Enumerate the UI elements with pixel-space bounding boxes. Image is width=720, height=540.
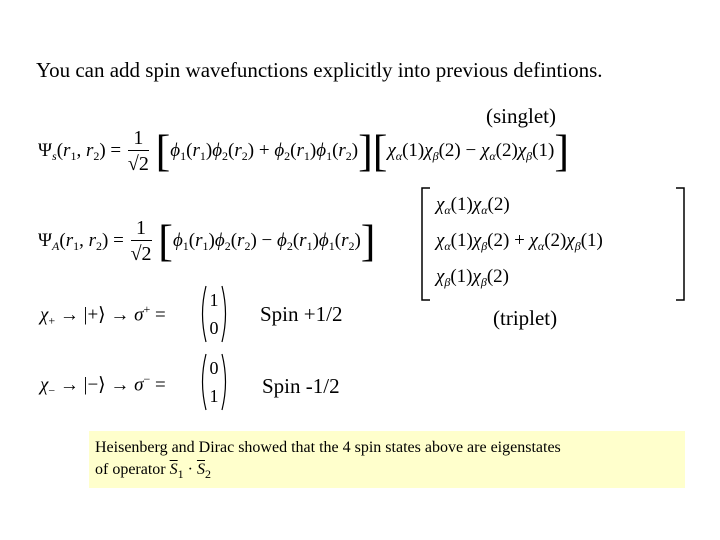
s1-dot-s2-operator: $\overline{S}_1 \cdot \overline{S}_2$ [169,461,211,481]
one-over-root-two: $\frac{1}{√2}$ [130,217,152,265]
chi-minus-equation: $\chi_-$ → |−⟩ → σ− = [40,372,166,398]
singlet-label: (singlet) [486,104,556,128]
chi-plus-equation: $\chi_+$ → |+⟩ → σ+ = [40,302,166,328]
triplet-label: (triplet) [493,306,558,330]
triplet-row-2: $\chi_\alpha(1)\chi_\beta(2) + \chi_\alpha(2)\chi_\beta(1)$ [436,230,603,253]
slide-title: You can add spin wavefunctions explicitly into previous defintions. [36,58,603,82]
spin-minus-label: Spin -1/2 [262,374,340,398]
note-line-2-text: of operator [95,461,166,478]
triplet-row-1: $\chi_\alpha(1)\chi_\alpha(2)$ [436,194,510,217]
one-over-root-two: $\frac{1}{√2}$ [127,127,149,175]
spin-plus-label: Spin +1/2 [260,302,343,326]
triplet-row-3: $\chi_\beta(1)\chi_\beta(2)$ [436,266,509,289]
spin-up-vector: 1 0 [209,290,219,338]
note-line-1: Heisenberg and Dirac showed that the 4 spin states above are eigenstates [95,439,561,456]
note-box [89,431,685,488]
psi-antisymmetric-equation: $\Psi_A(r_1$, $r_2$) = $\frac{1}{√2}$ $[\phi_1(r_1)\phi_2(r_2) - \phi_2(r_1)\phi_1(r_2)]$ [38,216,376,266]
note-line-2 [95,459,679,485]
psi-singlet-equation: $\Psi_s(r_1$, $r_2$) = $\frac{1}{√2}$ $[\phi_1(r_1)\phi_2(r_2) + \phi_2(r_1)\phi_1(r_2)][\chi_\alpha(1)\chi_\beta(2) - \chi_\alpha(2)\chi_\beta(1)]$ [38,126,569,176]
spin-down-vector: 0 1 [209,358,219,406]
